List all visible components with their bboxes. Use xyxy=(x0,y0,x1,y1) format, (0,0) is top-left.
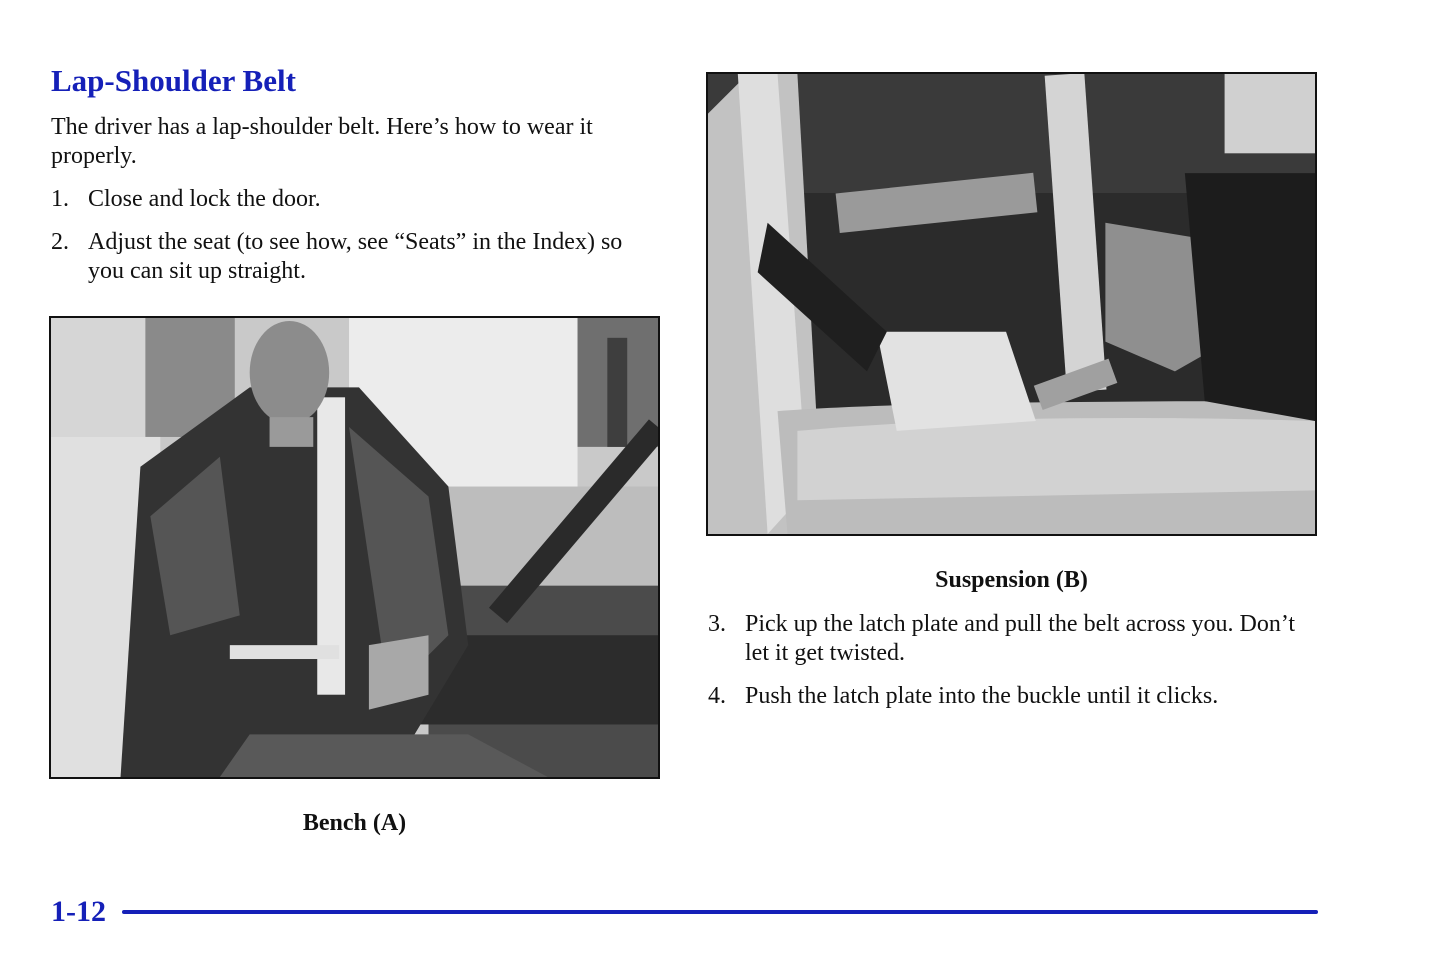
step-3 xyxy=(708,610,1318,668)
intro-paragraph: The driver has a lap-shoulder belt. Here’s how to wear it properly. xyxy=(51,114,593,169)
step-4 xyxy=(708,682,1318,711)
step-number: 3. xyxy=(708,611,726,637)
step-1 xyxy=(51,185,661,214)
suspension-photo xyxy=(706,72,1317,536)
step-number: 4. xyxy=(708,683,726,709)
suspension-caption: Suspension (B) xyxy=(935,567,1088,593)
step-text: Close and lock the door. xyxy=(88,186,321,212)
bench-caption: Bench (A) xyxy=(302,810,407,836)
footer-rule xyxy=(122,910,1318,914)
bench-illustration xyxy=(51,318,658,777)
suspension-illustration xyxy=(708,74,1315,534)
step-text: Adjust the seat (to see how, see “Seats” in the Index) so you can sit up straight. xyxy=(88,229,623,284)
page-number: 1-12 xyxy=(51,895,106,928)
bench-photo xyxy=(49,316,660,779)
section-title: Lap-Shoulder Belt xyxy=(51,63,296,98)
step-text: Push the latch plate into the buckle until it clicks. xyxy=(745,683,1219,709)
step-number: 1. xyxy=(51,186,69,212)
step-text: Pick up the latch plate and pull the belt across you. Don’t let it get twisted. xyxy=(745,611,1296,666)
step-number: 2. xyxy=(51,229,69,255)
step-2 xyxy=(51,228,661,286)
